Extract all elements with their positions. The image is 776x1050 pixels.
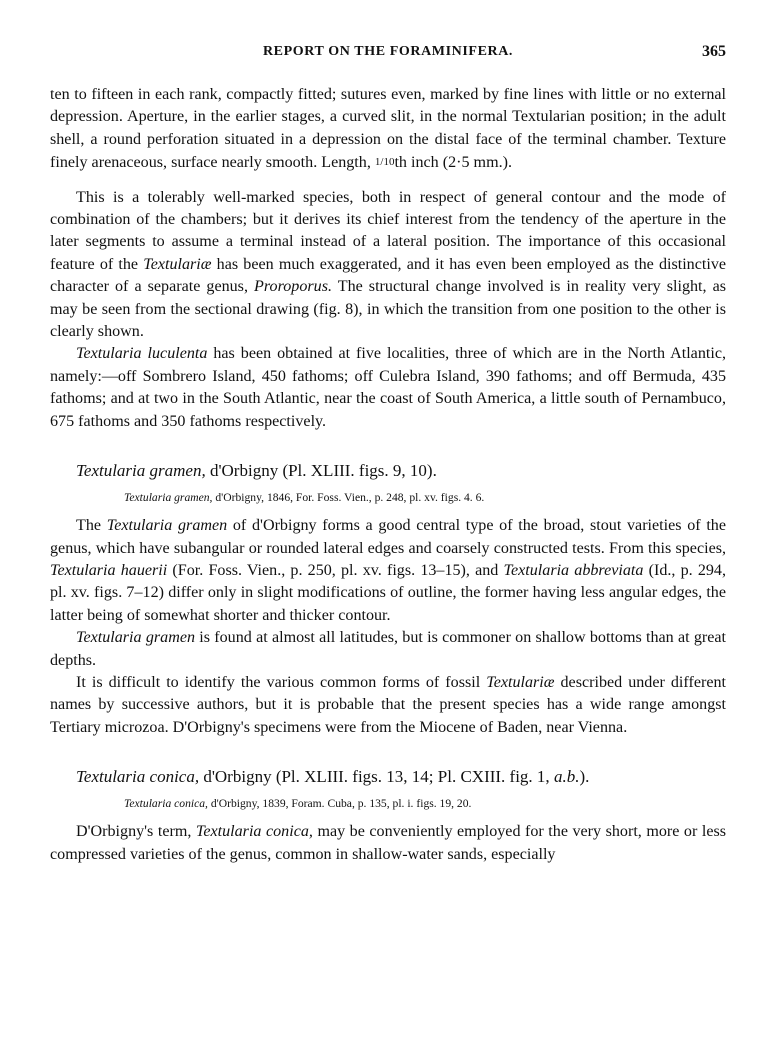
text-run: ). — [579, 767, 590, 787]
paragraph-description — [50, 84, 726, 175]
italic-text: a.b. — [553, 767, 580, 787]
fraction: 1/10 — [374, 156, 395, 169]
text-run: d'Orbigny (Pl. XLIII. figs. 9, 10). — [205, 461, 437, 481]
text-run: The — [76, 517, 107, 535]
italic-taxon: Textulariæ — [486, 673, 555, 691]
text-run: (For. Foss. Vien., p. 250, pl. xv. figs. 13–15), and — [167, 561, 504, 579]
paragraph-gramen-fossil — [50, 672, 726, 739]
text-run: ten to fifteen in each rank, compactly fitted; sutures even, marked by fine lines with little or no external depression. Aperture, in the earlier stages, a curved slit, in the normal Textularian position; in the adult shell, a round perforation situated in a depression on the distal face of the terminal chamber. Texture finely arenaceous, surface nearly smooth. Length, — [50, 86, 726, 172]
italic-taxon: Textulariæ — [143, 255, 212, 273]
page-header — [50, 44, 726, 64]
italic-taxon: Textularia gramen, — [124, 491, 213, 505]
italic-taxon: Textularia hauerii — [50, 561, 168, 579]
text-run: d'Orbigny, 1846, For. Foss. Vien., p. 248, pl. xv. figs. 4. 6. — [212, 491, 485, 505]
citation-conica — [50, 795, 726, 813]
text-run: d'Orbigny, 1839, Foram. Cuba, p. 135, pl. i. figs. 19, 20. — [207, 797, 472, 811]
italic-taxon: Textularia luculenta — [76, 345, 208, 363]
paragraph-conica — [50, 821, 726, 866]
text-run: may be conveniently employed for the very short, more or less compressed varieties of the genus, common in shallow-water sands, especially — [50, 823, 727, 863]
page-number: 365 — [702, 43, 726, 60]
italic-taxon: Textularia conica, — [195, 823, 313, 841]
paragraph-gramen-distribution — [50, 627, 726, 672]
running-head: REPORT ON THE FORAMINIFERA. — [262, 44, 514, 59]
text-run: d'Orbigny (Pl. XLIII. figs. 13, 14; Pl. CXIII. fig. 1, — [199, 767, 554, 787]
text-run: has been obtained at five localities, three of which are in the North Atlantic, namely:—off Sombrero Island, 450 fathoms; off Culebra Island, 390 fathoms; and off Bermuda, 435 fathoms; and at two in the South Atlantic, near the coast of South America, a little south of Pernambuco, 675 fathoms and 350 fathoms respectively. — [50, 345, 726, 430]
paragraph-gramen-type — [50, 515, 726, 627]
text-run: th inch (2·5 mm.). — [394, 154, 513, 172]
text-run: is found at almost all latitudes, but is commoner on shallow bottoms than at great depths. — [50, 629, 726, 669]
species-heading-conica — [50, 765, 726, 789]
text-run: described under different names by successive authors, but it is probable that the present species has a wide range amongst Tertiary microzoa. D'Orbigny's specimens were from the Miocene of Baden, near Vienna. — [50, 673, 726, 736]
italic-taxon: Textularia gramen — [106, 517, 228, 535]
paragraph-localities — [50, 343, 726, 433]
citation-gramen — [50, 489, 726, 507]
italic-taxon: Proroporus. — [254, 278, 332, 296]
italic-taxon: Textularia abbreviata — [503, 561, 644, 579]
italic-taxon: Textularia conica, — [76, 767, 200, 787]
text-run: It is difficult to identify the various common forms of fossil — [76, 673, 487, 691]
italic-taxon: Textularia conica, — [124, 797, 208, 811]
text-run: D'Orbigny's term, — [76, 823, 196, 841]
paragraph-remarks — [50, 187, 726, 344]
text-run: This is a tolerably well-marked species, both in respect of general contour and the mode of combination of the chambers; but it derives its chief interest from the tendency of the aperture in the later segments to assume a terminal instead of a lateral position. The importance of this occasional feature of the — [50, 188, 726, 273]
body-text — [50, 84, 726, 866]
text-run: has been much exaggerated, and it has even been employed as the distinctive character of a separate genus, — [50, 255, 727, 296]
text-run: (Id., p. 294, pl. xv. figs. 7–12) differ only in slight modifications of outline, the former having less angular edges, the latter being of somewhat shorter and thicker contour. — [50, 561, 726, 624]
species-heading-gramen — [50, 459, 726, 483]
italic-taxon: Textularia gramen — [76, 629, 196, 647]
italic-taxon: Textularia gramen, — [76, 461, 206, 481]
text-run: of d'Orbigny forms a good central type of the broad, stout varieties of the genus, which have subangular or rounded lateral edges and coarsely constructed tests. From this species, — [50, 517, 726, 557]
text-run: The structural change involved is in reality very slight, as may be seen from the sectional drawing (fig. 8), in which the transition from one position to the other is clearly shown. — [50, 278, 727, 341]
